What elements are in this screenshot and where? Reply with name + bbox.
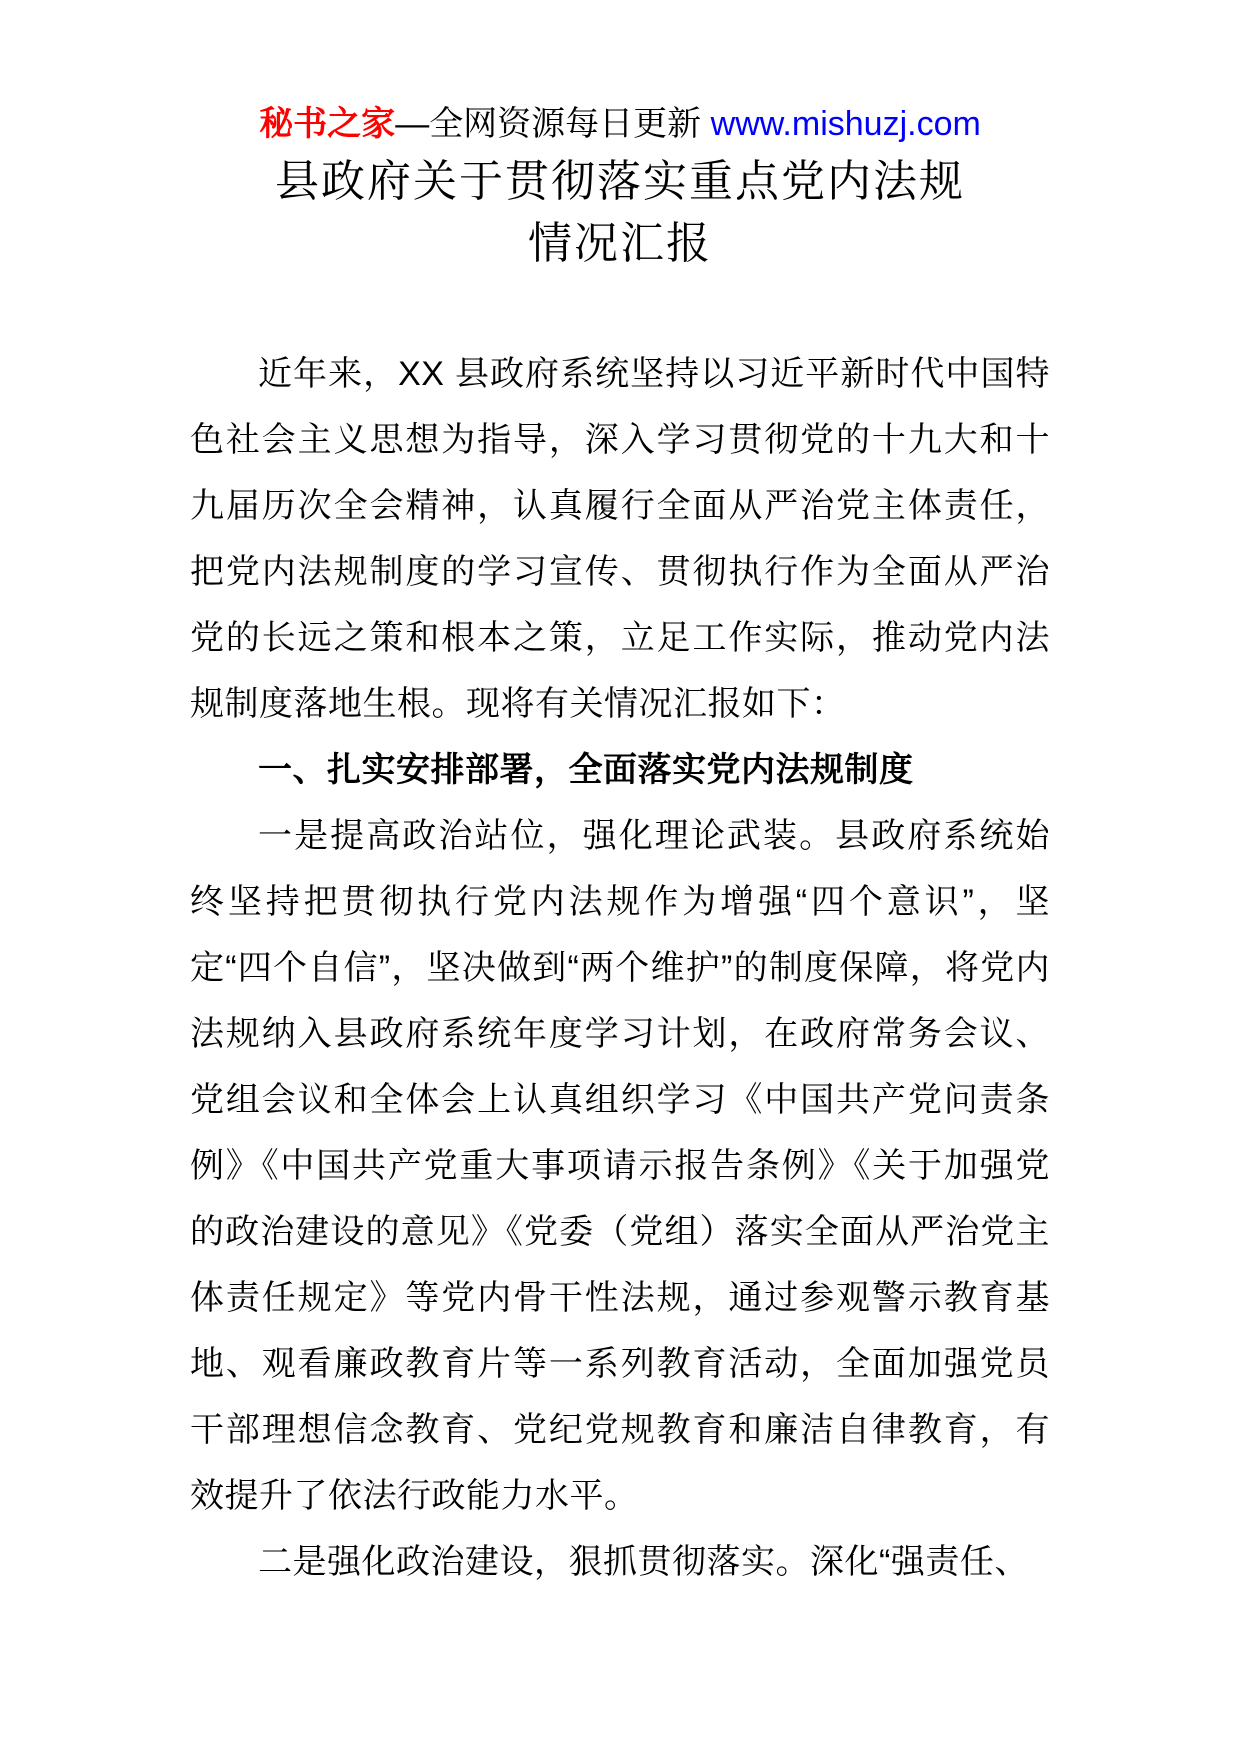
section-heading-1: 一、扎实安排部署，全面落实党内法规制度 bbox=[258, 751, 914, 789]
document-title-line-1: 县政府关于贯彻落实重点党内法规 bbox=[275, 157, 965, 206]
document-title-line-2: 情况汇报 bbox=[528, 219, 712, 268]
page-header bbox=[190, 104, 1050, 144]
document-title bbox=[190, 151, 1050, 275]
paragraph-intro: 近年来，XX 县政府系统坚持以习近平新时代中国特色社会主义思想为指导，深入学习贯彻党的十九大和十九届历次全会精神，认真履行全面从严治党主体责任，把党内法规制度的学习宣传、贯彻执行作为全面从严治党的长远之策和根本之策，立足工作实际，推动党内法规制度落地生根。现将有关情况汇报如下： bbox=[190, 355, 1050, 723]
site-tagline: —全网资源每日更新 bbox=[395, 105, 711, 143]
site-brand: 秘书之家 bbox=[259, 105, 396, 143]
paragraph-first-point: 一是提高政治站位，强化理论武装。县政府系统始终坚持把贯彻执行党内法规作为增强“四个意识”，坚定“四个自信”，坚决做到“两个维护”的制度保障，将党内法规纳入县政府系统年度学习计划，在政府常务会议、党组会议和全体会上认真组织学习《中国共产党问责条例》《中国共产党重大事项请示报告条例》《关于加强党的政治建设的意见》《党委（党组）落实全面从严治党主体责任规定》等党内骨干性法规，通过参观警示教育基地、观看廉政教育片等一系列教育活动，全面加强党员干部理想信念教育、党纪党规教育和廉洁自律教育，有效提升了依法行政能力水平。 bbox=[190, 817, 1050, 1515]
site-url-link[interactable]: www.mishuzj.com bbox=[710, 105, 981, 143]
document-body bbox=[190, 341, 1050, 1595]
paragraph-second-point: 二是强化政治建设，狠抓贯彻落实。深化“强责任、 bbox=[258, 1543, 1029, 1581]
